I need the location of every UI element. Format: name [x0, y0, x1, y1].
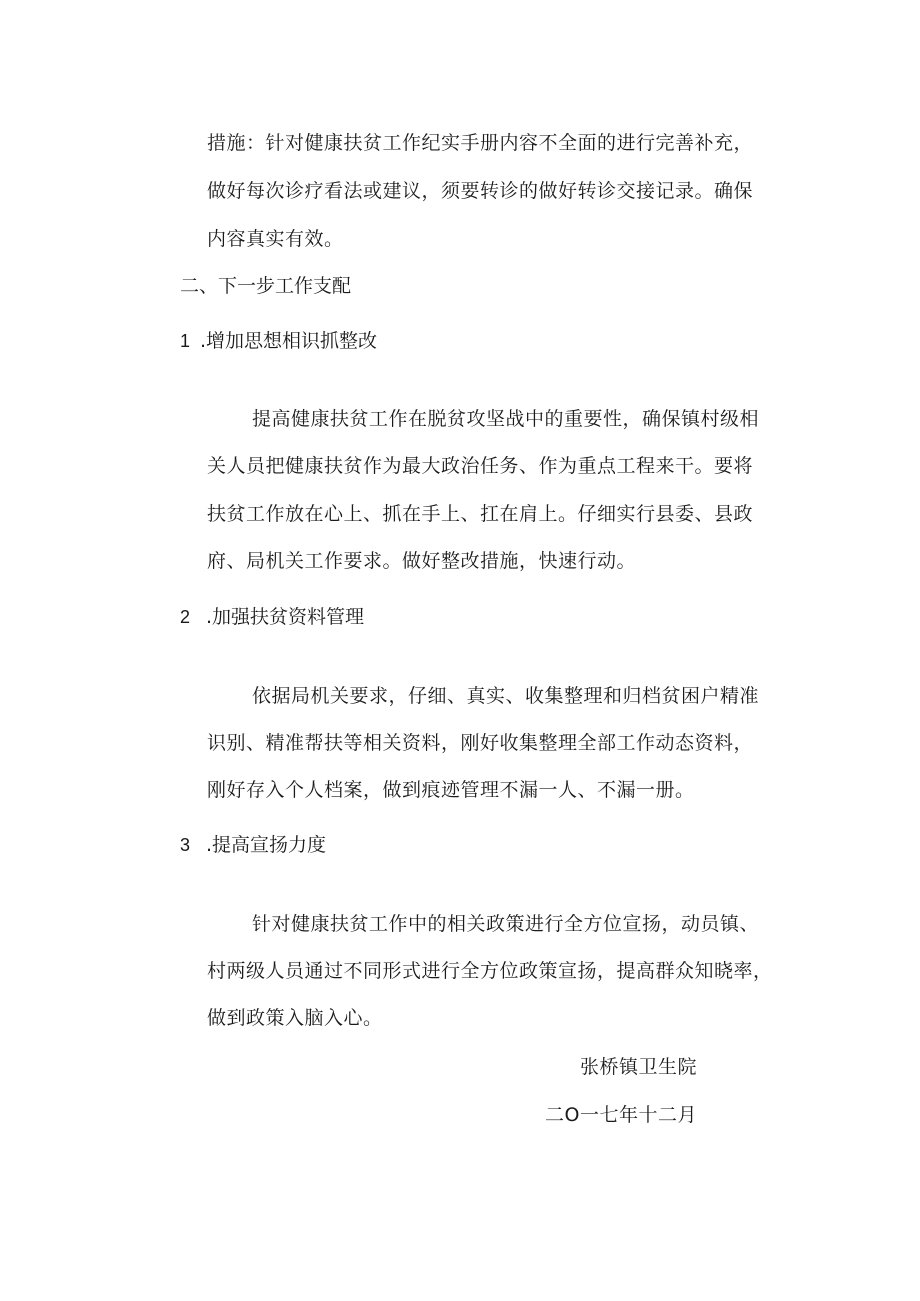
item-2-title: .加强扶贫资料管理: [206, 606, 365, 628]
item-1-line-3: 扶贫工作放在心上、抓在手上、扛在肩上。仔细实行县委、县政: [207, 503, 754, 525]
item-3-line-2: 村两级人员通过不同形式进行全方位政策宣扬，提高群众知晓率，: [207, 960, 773, 982]
item-2-heading: [180, 604, 364, 630]
item-3-heading: [180, 832, 326, 858]
item-3-title: .提高宣扬力度: [206, 834, 327, 856]
item-3-number: 3: [180, 835, 191, 855]
signature-date: 二O一七年十二月: [545, 1104, 697, 1126]
item-1-line-1: 提高健康扶贫工作在脱贫攻坚战中的重要性，确保镇村级相: [252, 408, 760, 430]
item-2-line-3: 刚好存入个人档案，做到痕迹管理不漏一人、不漏一册。: [207, 779, 695, 801]
signature-organization: 张桥镇卫生院: [580, 1056, 698, 1078]
intro-line-1: 措施：针对健康扶贫工作纪实手册内容不全面的进行完善补充，: [207, 132, 754, 154]
intro-line-2: 做好每次诊疗看法或建议，须要转诊的做好转诊交接记录。确保: [207, 180, 754, 202]
item-3-line-3: 做到政策入脑入心。: [207, 1007, 383, 1029]
intro-line-3: 内容真实有效。: [207, 228, 344, 250]
item-1-line-2: 关人员把健康扶贫作为最大政治任务、作为重点工程来干。要将: [207, 455, 754, 477]
item-1-heading: [180, 328, 377, 354]
section-heading: 二、下一步工作支配: [180, 275, 352, 297]
item-3-line-1: 针对健康扶贫工作中的相关政策进行全方位宣扬，动员镇、: [252, 913, 760, 935]
item-2-line-1: 依据局机关要求，仔细、真实、收集整理和归档贫困户精准: [252, 685, 760, 707]
item-2-number: 2: [180, 607, 191, 627]
item-1-line-4: 府、局机关工作要求。做好整改措施，快速行动。: [207, 550, 637, 572]
item-1-title: .增加思想相识抓整改: [200, 330, 378, 352]
item-2-line-2: 识别、精准帮扶等相关资料，刚好收集整理全部工作动态资料，: [207, 732, 754, 754]
item-1-number: 1: [180, 331, 191, 351]
